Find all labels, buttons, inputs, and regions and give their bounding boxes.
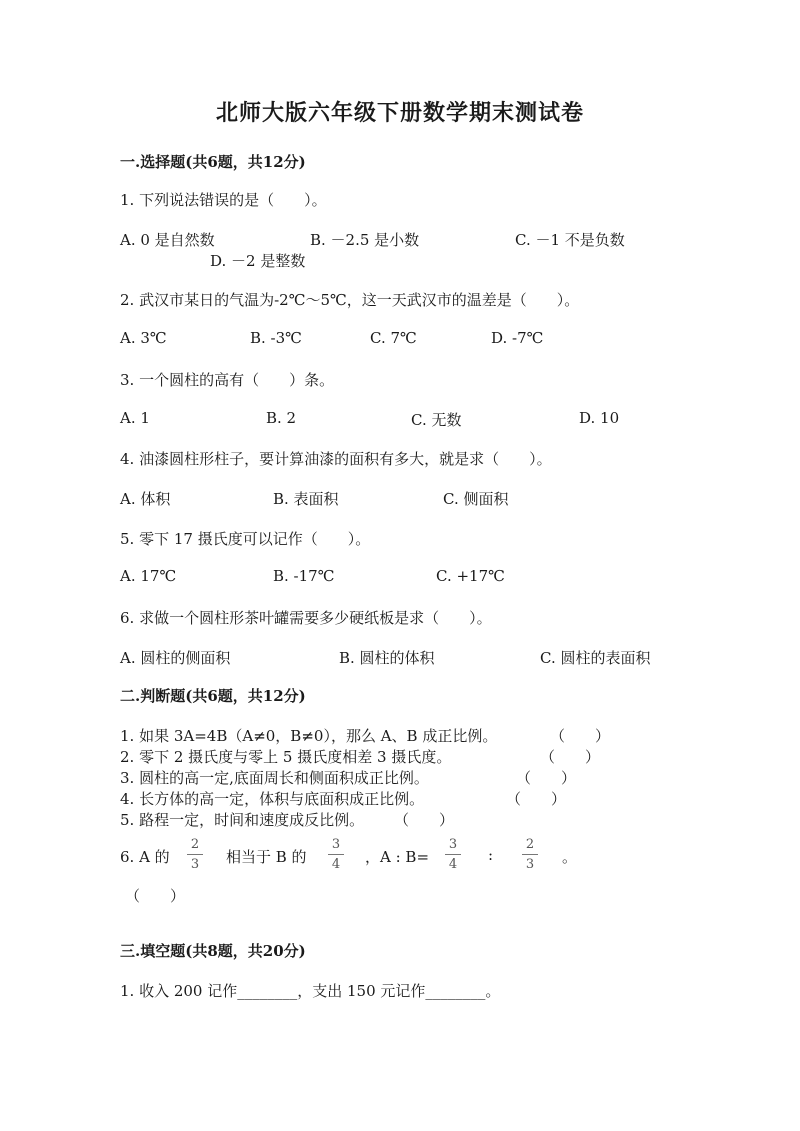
option: A. 17℃ <box>120 567 177 585</box>
fraction-two-thirds <box>186 838 204 871</box>
judge-item: 1. 如果 3A=4B（A≠0，B≠0），那么 A、B 成正比例。 <box>120 727 498 745</box>
ratio-colon: : <box>488 846 494 864</box>
option: B. 2 <box>266 409 297 427</box>
judge-item-6-ratio: ，A : B= <box>365 848 430 866</box>
option: D. 10 <box>579 409 620 427</box>
answer-paren: （ ） <box>516 769 577 787</box>
fraction-three-fourths <box>327 838 345 871</box>
judge-item: 5. 路程一定，时间和速度成反比例。 <box>120 811 365 829</box>
fraction-denominator: 4 <box>448 857 458 872</box>
option: C. 侧面积 <box>443 490 509 508</box>
question-stem: 5. 零下 17 摄氏度可以记作（ ）。 <box>120 530 371 548</box>
question-stem: 6. 求做一个圆柱形茶叶罐需要多少硬纸板是求（ ）。 <box>120 609 492 627</box>
option: C. 圆柱的表面积 <box>540 649 651 667</box>
option: A. 0 是自然数 <box>120 231 215 249</box>
option: D. －2 是整数 <box>210 252 306 270</box>
fraction-numerator: 2 <box>190 837 200 852</box>
section-heading-fill: 三.填空题(共8题，共20分) <box>120 942 306 960</box>
judge-item-6-lead: 6. A 的 <box>120 848 170 866</box>
answer-paren: （ ） <box>394 811 455 829</box>
option: B. -3℃ <box>250 329 302 347</box>
answer-paren: （ ） <box>550 727 611 745</box>
option: B. 表面积 <box>273 490 339 508</box>
option: B. -17℃ <box>273 567 335 585</box>
option: D. -7℃ <box>491 329 544 347</box>
option: B. －2.5 是小数 <box>310 231 420 249</box>
question-stem: 3. 一个圆柱的高有（ ）条。 <box>120 371 335 389</box>
fraction-bar <box>187 854 203 855</box>
fraction-two-thirds <box>521 838 539 871</box>
answer-paren: （ ） <box>125 887 186 905</box>
option: A. 体积 <box>120 490 171 508</box>
option: C. 无数 <box>411 411 462 429</box>
fill-item: 1. 收入 200 记作________，支出 150 元记作________。 <box>120 982 501 1000</box>
judge-item: 2. 零下 2 摄氏度与零上 5 摄氏度相差 3 摄氏度。 <box>120 748 452 766</box>
sentence-end: 。 <box>562 848 578 866</box>
question-stem: 1. 下列说法错误的是（ ）。 <box>120 191 327 209</box>
option: C. 7℃ <box>370 329 417 347</box>
fraction-three-fourths <box>444 838 462 871</box>
option: C. －1 不是负数 <box>515 231 625 249</box>
question-stem: 4. 油漆圆柱形柱子，要计算油漆的面积有多大，就是求（ ）。 <box>120 450 552 468</box>
fraction-bar <box>445 854 461 855</box>
section-heading-judge: 二.判断题(共6题，共12分) <box>120 687 306 705</box>
fraction-numerator: 3 <box>331 837 341 852</box>
answer-paren: （ ） <box>540 748 601 766</box>
fraction-denominator: 4 <box>331 857 341 872</box>
page-title: 北师大版六年级下册数学期末测试卷 <box>215 100 584 126</box>
fraction-denominator: 3 <box>525 857 535 872</box>
fraction-bar <box>328 854 344 855</box>
section-heading-choice: 一.选择题(共6题，共12分) <box>120 153 306 171</box>
option: A. 3℃ <box>120 329 167 347</box>
option: C. +17℃ <box>436 567 505 585</box>
option: A. 圆柱的侧面积 <box>120 649 231 667</box>
judge-item-6-mid: 相当于 B 的 <box>226 848 307 866</box>
fraction-denominator: 3 <box>190 857 200 872</box>
fraction-bar <box>522 854 538 855</box>
question-stem: 2. 武汉市某日的气温为-2℃～5℃，这一天武汉市的温差是（ ）。 <box>120 291 580 309</box>
option: B. 圆柱的体积 <box>339 649 435 667</box>
option: A. 1 <box>120 409 150 427</box>
judge-item: 3. 圆柱的高一定,底面周长和侧面积成正比例。 <box>120 769 429 787</box>
answer-paren: （ ） <box>506 790 567 808</box>
judge-item: 4. 长方体的高一定，体积与底面积成正比例。 <box>120 790 425 808</box>
fraction-numerator: 3 <box>448 837 458 852</box>
fraction-numerator: 2 <box>525 837 535 852</box>
